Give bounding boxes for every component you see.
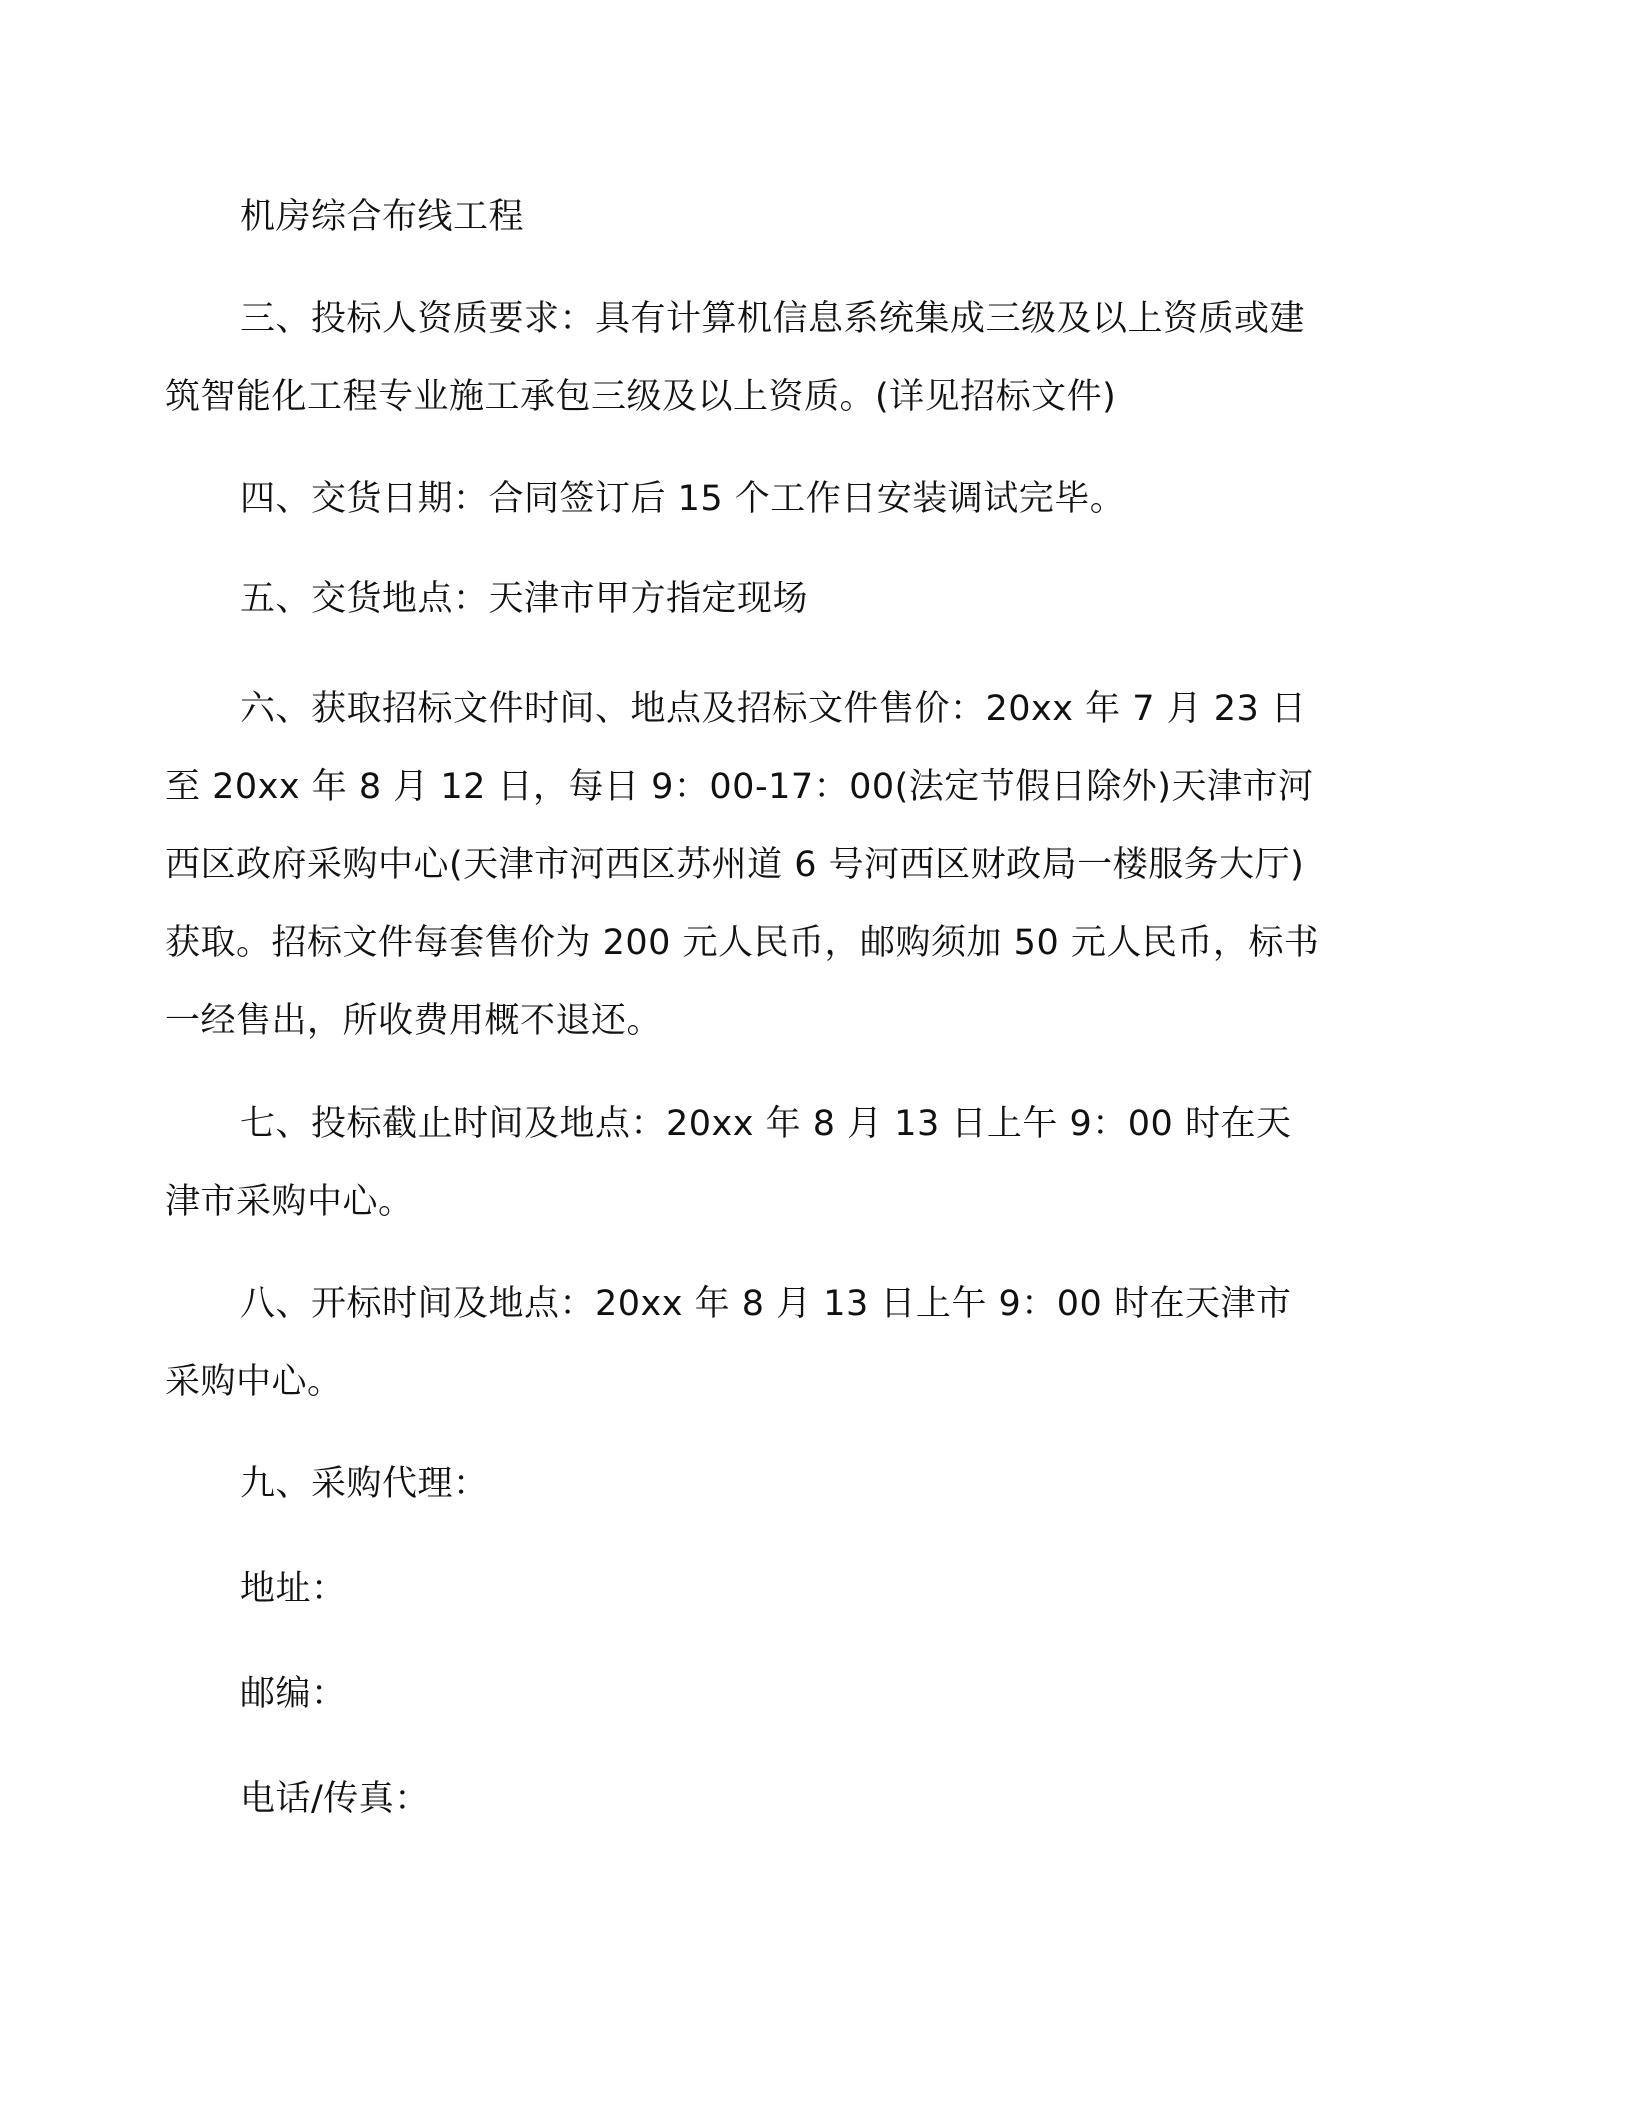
paragraph-delivery-location: 五、交货地点：天津市甲方指定现场: [240, 579, 809, 619]
paragraph-qualification: 三、投标人资质要求：具有计算机信息系统集成三级及以上资质或建筑智能化工程专业施工承包三级及以上资质。(详见招标文件): [165, 299, 1306, 417]
paragraph-tender-document-sale: 六、获取招标文件时间、地点及招标文件售价：20xx 年 7 月 23 日至 20xx 年 8 月 12 日，每日 9：00-17：00(法定节假日除外)天津市河西区政府采购中心(天津市河西区苏州道 6 号河西区财政局一楼服务大厅)获取。招标文件每套售价为 200 元人民币，邮购须加 50 元人民币，标书一经售出，所收费用概不退还。: [165, 689, 1320, 1041]
paragraph-delivery-date: 四、交货日期：合同签订后 15 个工作日安装调试完毕。: [240, 479, 1126, 519]
paragraph-bid-opening: 八、开标时间及地点：20xx 年 8 月 13 日上午 9：00 时在天津市采购中心。: [165, 1284, 1292, 1402]
paragraph-bid-deadline: 七、投标截止时间及地点：20xx 年 8 月 13 日上午 9：00 时在天津市采购中心。: [165, 1104, 1292, 1222]
paragraph-phone-fax: 电话/传真：: [240, 1779, 430, 1819]
paragraph-postcode: 邮编：: [240, 1674, 347, 1714]
paragraph-project-name: 机房综合布线工程: [240, 197, 525, 237]
paragraph-address: 地址：: [240, 1569, 347, 1609]
paragraph-procurement-agent: 九、采购代理：: [240, 1464, 489, 1504]
